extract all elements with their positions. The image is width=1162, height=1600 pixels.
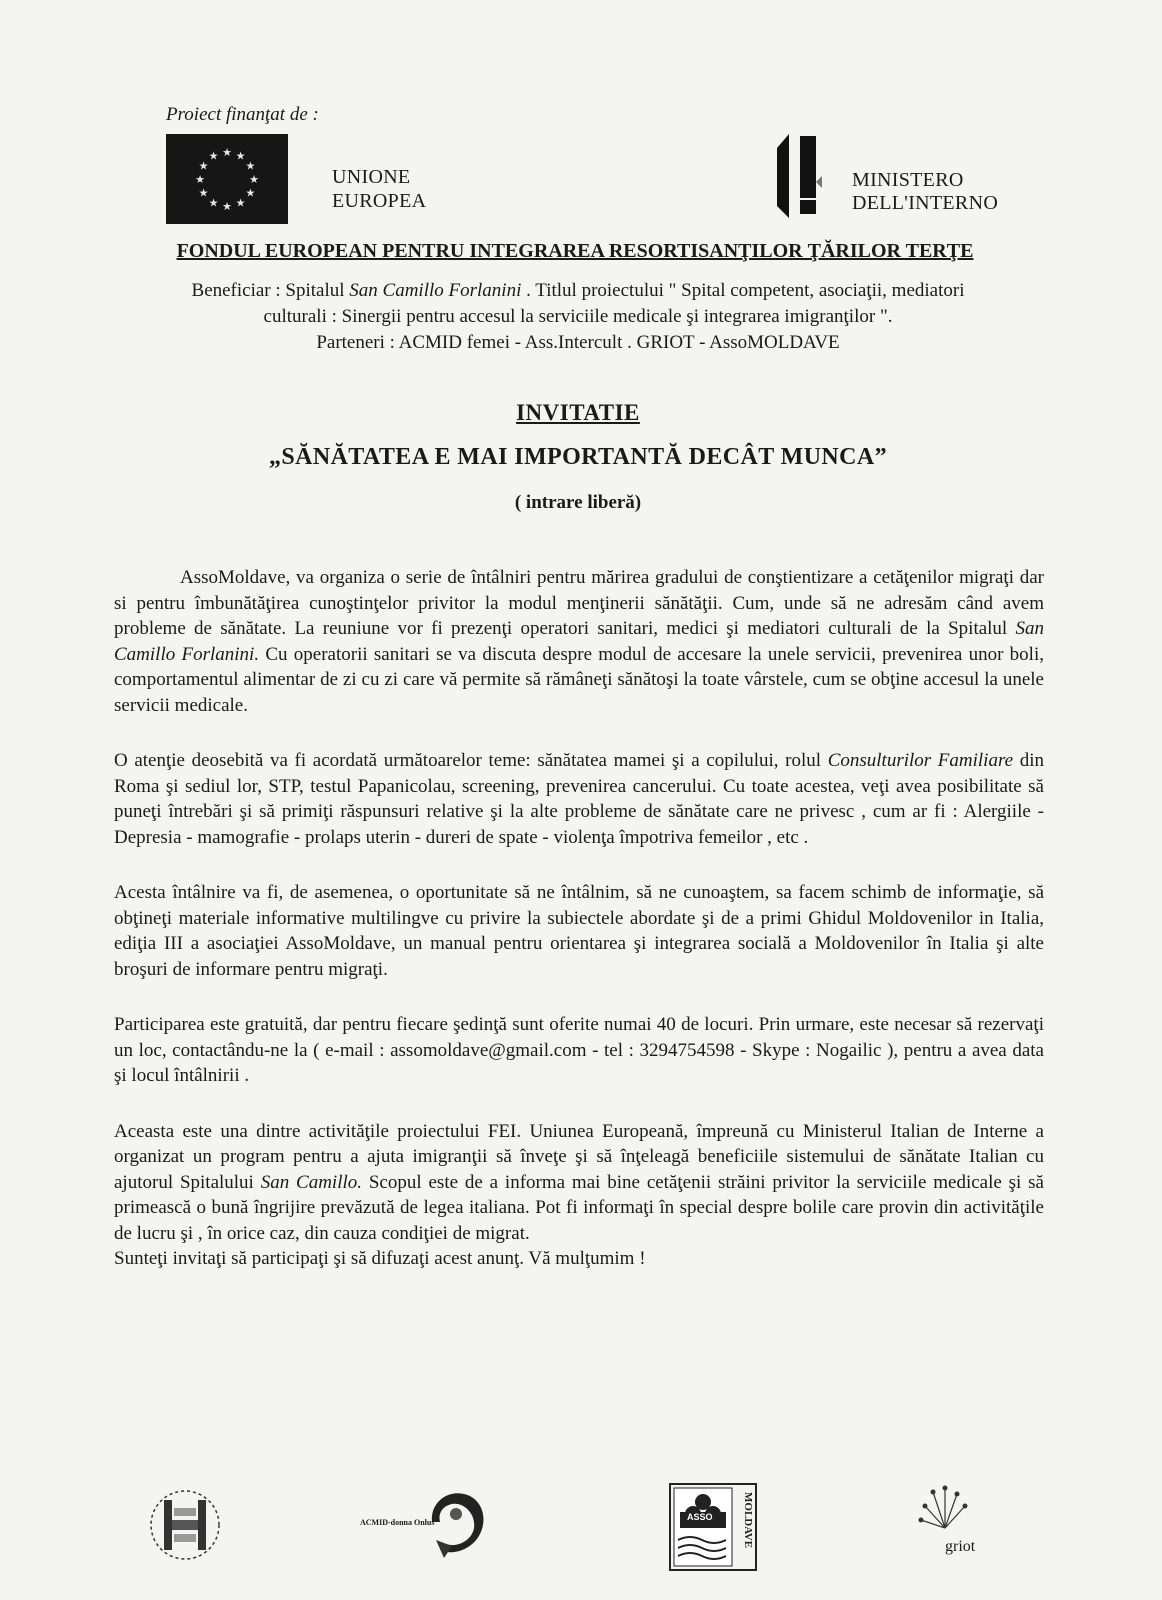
paragraph-topics-italic: Consulturilor Familiare	[827, 750, 1014, 771]
eu-star-icon: ★	[195, 174, 205, 186]
paragraph-project-italic: San Camillo.	[260, 1171, 363, 1193]
eu-label-line1: UNIONE	[332, 166, 411, 188]
beneficiary-line1-pre: Beneficiar : Spitalul	[191, 280, 350, 301]
eu-star-icon: ★	[245, 160, 256, 173]
eu-star-icon: ★	[208, 150, 219, 163]
griot-label: griot	[945, 1538, 976, 1555]
eu-star-icon: ★	[198, 160, 209, 173]
assomoldave-logo	[668, 1482, 758, 1572]
eu-star-icon: ★	[198, 187, 209, 200]
paragraph-intro-a: AssoMoldave, va organiza o serie de întâlniri pentru mărirea gradului de conştientizare a cetăţenilor migraţi dar si pentru îmbunătăţirea cunoştinţelor privitor la modul menţinerii sănătăţii. Cum, unde să ne adresăm când avem probleme de sănătate. La reuniune vor fi prezenţi operatori sanitari, medici şi mediatori culturali de la Spitalul	[114, 567, 1044, 639]
eu-star-icon: ★	[222, 147, 232, 159]
paragraph-project-a: Aceasta este una dintre activităţile proiectului FEI. Uniunea Europeană, împreună cu Ministerul Italian de Interne a organizat un program pentru a ajuta imigranţii să înveţe şi să înţeleagă beneficiile sistemului de sănătate Italian cu ajutorul Spitalului	[114, 1120, 1044, 1193]
funded-by-label: Proiect finanţat de :	[166, 104, 319, 125]
acmid-label: ACMID-donna Onlus	[360, 1518, 435, 1527]
eu-star-icon: ★	[245, 187, 256, 200]
paragraph-project	[114, 1119, 1044, 1247]
beneficiary-block	[110, 278, 1046, 356]
griot-logo	[915, 1484, 985, 1560]
paragraph-intro	[114, 565, 1044, 718]
eu-label	[332, 165, 426, 213]
free-entry-note: ( intrare liberă)	[514, 492, 642, 513]
partners-line: Parteneri : ACMID femei - Ass.Intercult . GRIOT - AssoMOLDAVE	[316, 332, 840, 353]
paragraph-topics-a: O atenţie deosebită va fi acordată următoarelor teme: sănătatea mamei şi a copilului, rolul	[114, 750, 828, 771]
eu-star-icon: ★	[222, 201, 232, 213]
beneficiary-line1-post: . Titlul proiectului " Spital competent, asociaţii, mediatori	[521, 280, 965, 301]
paragraph-intro-b: Cu operatorii sanitari se va discuta despre modul de accesare la unele servicii, prevenirea unor boli, comportamentul alimentar de zi cu zi care vă permite să rămâneţi sănătoşi la toate vârstele, cum se obţine accesul la unele servicii medicale.	[114, 643, 1044, 716]
paragraph-intro-italic: San Camillo Forlanini.	[114, 618, 1044, 665]
paragraph-participation: Participarea este gratuită, dar pentru fiecare şedinţă sunt oferite numai 40 de locuri. Prin urmare, este necesar să rezervaţi un loc, contactându-ne la ( e-mail : assomoldave@gmail.com - tel : 3294754598 - Skype : Nogailic ), pentru a avea data şi locul întâlnirii .	[114, 1014, 1044, 1086]
eu-label-line2: EUROPEA	[332, 190, 427, 212]
invitation-title: INVITATIE	[516, 400, 640, 425]
paragraph-opportunity: Acesta întâlnire va fi, de asemenea, o oportunitate să ne întâlnim, să ne cunoaştem, sa facem schimb de informaţie, să obţineţi materiale informative multilingve cu privire la subiectele abordate şi de a primi Ghidul Moldovenilor in Italia, ediţia III a asociaţiei AssoMoldave, un manual pentru orientarea şi integrarea socială a Moldovenilor în Italia şi alte broşuri de informare pentru migraţi.	[114, 882, 1044, 980]
paragraph-topics-b: din Roma şi sediul lor, STP, testul Papanicolau, screening, prevenirea cancerului. Cu toate acestea, veţi avea posibilitate să puneţi întrebări şi să primiţi răspunsuri relative şi la alte probleme de sănătate care ne privesc , cum ar fi : Alergiile - Depresia - mamografie - prolaps uterin - dureri de spate - violenţa împotriva femeilor , etc .	[114, 750, 1044, 848]
ministry-label-line1: MINISTERO	[852, 169, 964, 191]
eu-star-icon: ★	[235, 150, 246, 163]
ministry-logo	[775, 132, 837, 220]
moldave-vertical-label: MOLDAVE	[742, 1492, 754, 1549]
asso-label: ASSO	[687, 1512, 713, 1522]
acmid-logo	[360, 1484, 494, 1564]
hospital-partner-logo	[146, 1486, 224, 1564]
eu-star-icon: ★	[249, 174, 259, 186]
hospital-name: San Camillo Forlanini	[349, 280, 522, 301]
paragraph-closing: Sunteţi invitaţi să participaţi şi să difuzaţi acest anunţ. Vă mulţumim !	[114, 1248, 646, 1269]
ministry-label	[852, 169, 998, 215]
paragraph-topics	[114, 748, 1044, 850]
ministry-label-line2: DELL'INTERNO	[852, 192, 999, 214]
fund-title: FONDUL EUROPEAN PENTRU INTEGRAREA RESORTISANŢILOR ŢĂRILOR TERŢE	[176, 240, 974, 262]
beneficiary-line2: culturali : Sinergii pentru accesul la serviciile medicale şi integrarea imigranţilor ".	[263, 306, 893, 327]
paragraph-project-b: Scopul este de a informa mai bine cetăţenii străini privitor la serviciile medicale şi să primească o bună îngrijire prevăzută de legea italiana. Pot fi informaţi în special despre bolile care provin din activităţile de lucru şi , în orice caz, din cauza condiţiei de migrat.	[114, 1171, 1044, 1244]
eu-flag-logo	[166, 134, 288, 224]
body-text	[114, 565, 1044, 1302]
eu-star-icon: ★	[235, 197, 246, 210]
invitation-headline: „SĂNĂTATEA E MAI IMPORTANTĂ DECÂT MUNCA”	[268, 444, 888, 470]
eu-star-icon: ★	[208, 197, 219, 210]
beneficiary-line1	[110, 278, 1046, 304]
